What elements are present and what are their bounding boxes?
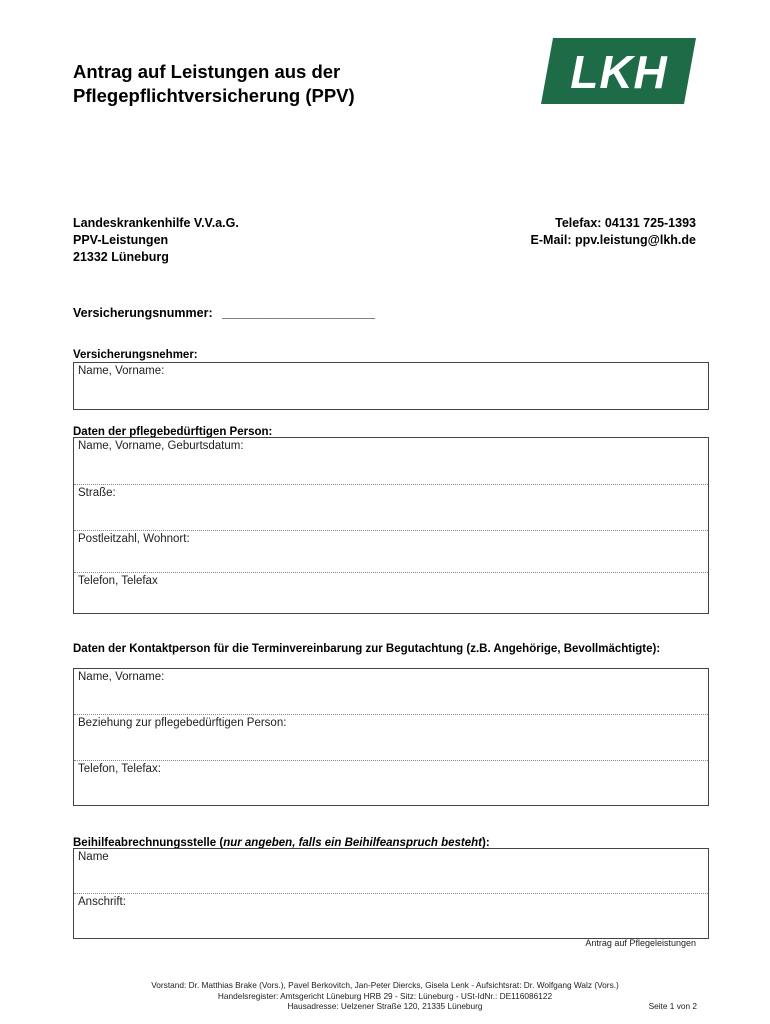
section-title-policyholder: Versicherungsnehmer: bbox=[73, 349, 198, 361]
care-person-city-field[interactable] bbox=[74, 530, 708, 572]
care-person-name-field[interactable] bbox=[74, 438, 708, 484]
page-number: Seite 1 von 2 bbox=[648, 1001, 697, 1011]
field-label: Beziehung zur pflegebedürftigen Person: bbox=[78, 717, 287, 729]
recipient-address bbox=[73, 215, 239, 266]
insurance-number-label: Versicherungsnummer: bbox=[73, 306, 213, 320]
subsidy-address-field[interactable] bbox=[74, 893, 708, 938]
care-person-box bbox=[73, 437, 709, 614]
policyholder-box bbox=[73, 362, 709, 410]
field-label: Name, Vorname, Geburtsdatum: bbox=[78, 440, 244, 452]
subsidy-title-end: ): bbox=[482, 837, 490, 849]
field-label: Straße: bbox=[78, 487, 116, 499]
policyholder-name-field[interactable] bbox=[74, 363, 708, 409]
subsidy-title-note: nur angeben, falls ein Beihilfeanspruch besteht bbox=[223, 837, 482, 849]
fax-number: Telefax: 04131 725-1393 bbox=[555, 216, 696, 230]
address-line-1: Landeskrankenhilfe V.V.a.G. bbox=[73, 216, 239, 230]
lkh-logo bbox=[541, 38, 696, 104]
contact-person-phone-field[interactable] bbox=[74, 760, 708, 805]
insurance-number-row bbox=[73, 306, 375, 320]
field-label: Anschrift: bbox=[78, 896, 126, 908]
field-label: Name bbox=[78, 851, 109, 863]
footer-line-2: Handelsregister: Amtsgericht Lüneburg HRB 29 - Sitz: Lüneburg - USt-IdNr.: DE116086122 bbox=[217, 990, 553, 1001]
contact-person-relation-field[interactable] bbox=[74, 714, 708, 760]
contact-person-name-field[interactable] bbox=[74, 669, 708, 714]
field-label: Telefon, Telefax: bbox=[78, 763, 161, 775]
title-line-1: Antrag auf Leistungen aus der bbox=[73, 61, 341, 82]
field-label: Postleitzahl, Wohnort: bbox=[78, 533, 190, 545]
subsidy-name-field[interactable] bbox=[74, 849, 708, 893]
field-label: Name, Vorname: bbox=[78, 365, 165, 377]
footer-line-3: Hausadresse: Uelzener Straße 120, 21335 Lüneburg bbox=[287, 1001, 483, 1011]
subsidy-box bbox=[73, 848, 709, 939]
insurance-number-field[interactable]: ______________________ bbox=[222, 306, 376, 320]
form-name: Antrag auf Pflegeleistungen bbox=[585, 938, 696, 948]
field-label: Name, Vorname: bbox=[78, 671, 165, 683]
address-line-3: 21332 Lüneburg bbox=[73, 250, 169, 264]
logo-text: LKH bbox=[570, 46, 668, 98]
contact-info bbox=[531, 215, 696, 249]
footer-line-1: Vorstand: Dr. Matthias Brake (Vors.), Pavel Berkovitch, Jan-Peter Diercks, Gisela Lenk - Aufsichtsrat: Dr. Wolfgang Walz (Vors.) bbox=[151, 980, 619, 990]
contact-person-box bbox=[73, 668, 709, 806]
email-address: E-Mail: ppv.leistung@lkh.de bbox=[530, 233, 696, 247]
page-title bbox=[73, 60, 473, 108]
field-label: Telefon, Telefax bbox=[78, 575, 158, 587]
care-person-street-field[interactable] bbox=[74, 484, 708, 530]
care-person-phone-field[interactable] bbox=[74, 572, 708, 613]
section-title-care-person: Daten der pflegebedürftigen Person: bbox=[73, 426, 273, 438]
section-title-contact-person: Daten der Kontaktperson für die Terminvereinbarung zur Begutachtung (z.B. Angehörige, Bevollmächtigte): bbox=[73, 643, 661, 655]
title-line-2: Pflegepflichtversicherung (PPV) bbox=[73, 85, 355, 106]
subsidy-title-main: Beihilfeabrechnungsstelle ( bbox=[73, 837, 224, 849]
address-line-2: PPV-Leistungen bbox=[73, 233, 169, 247]
